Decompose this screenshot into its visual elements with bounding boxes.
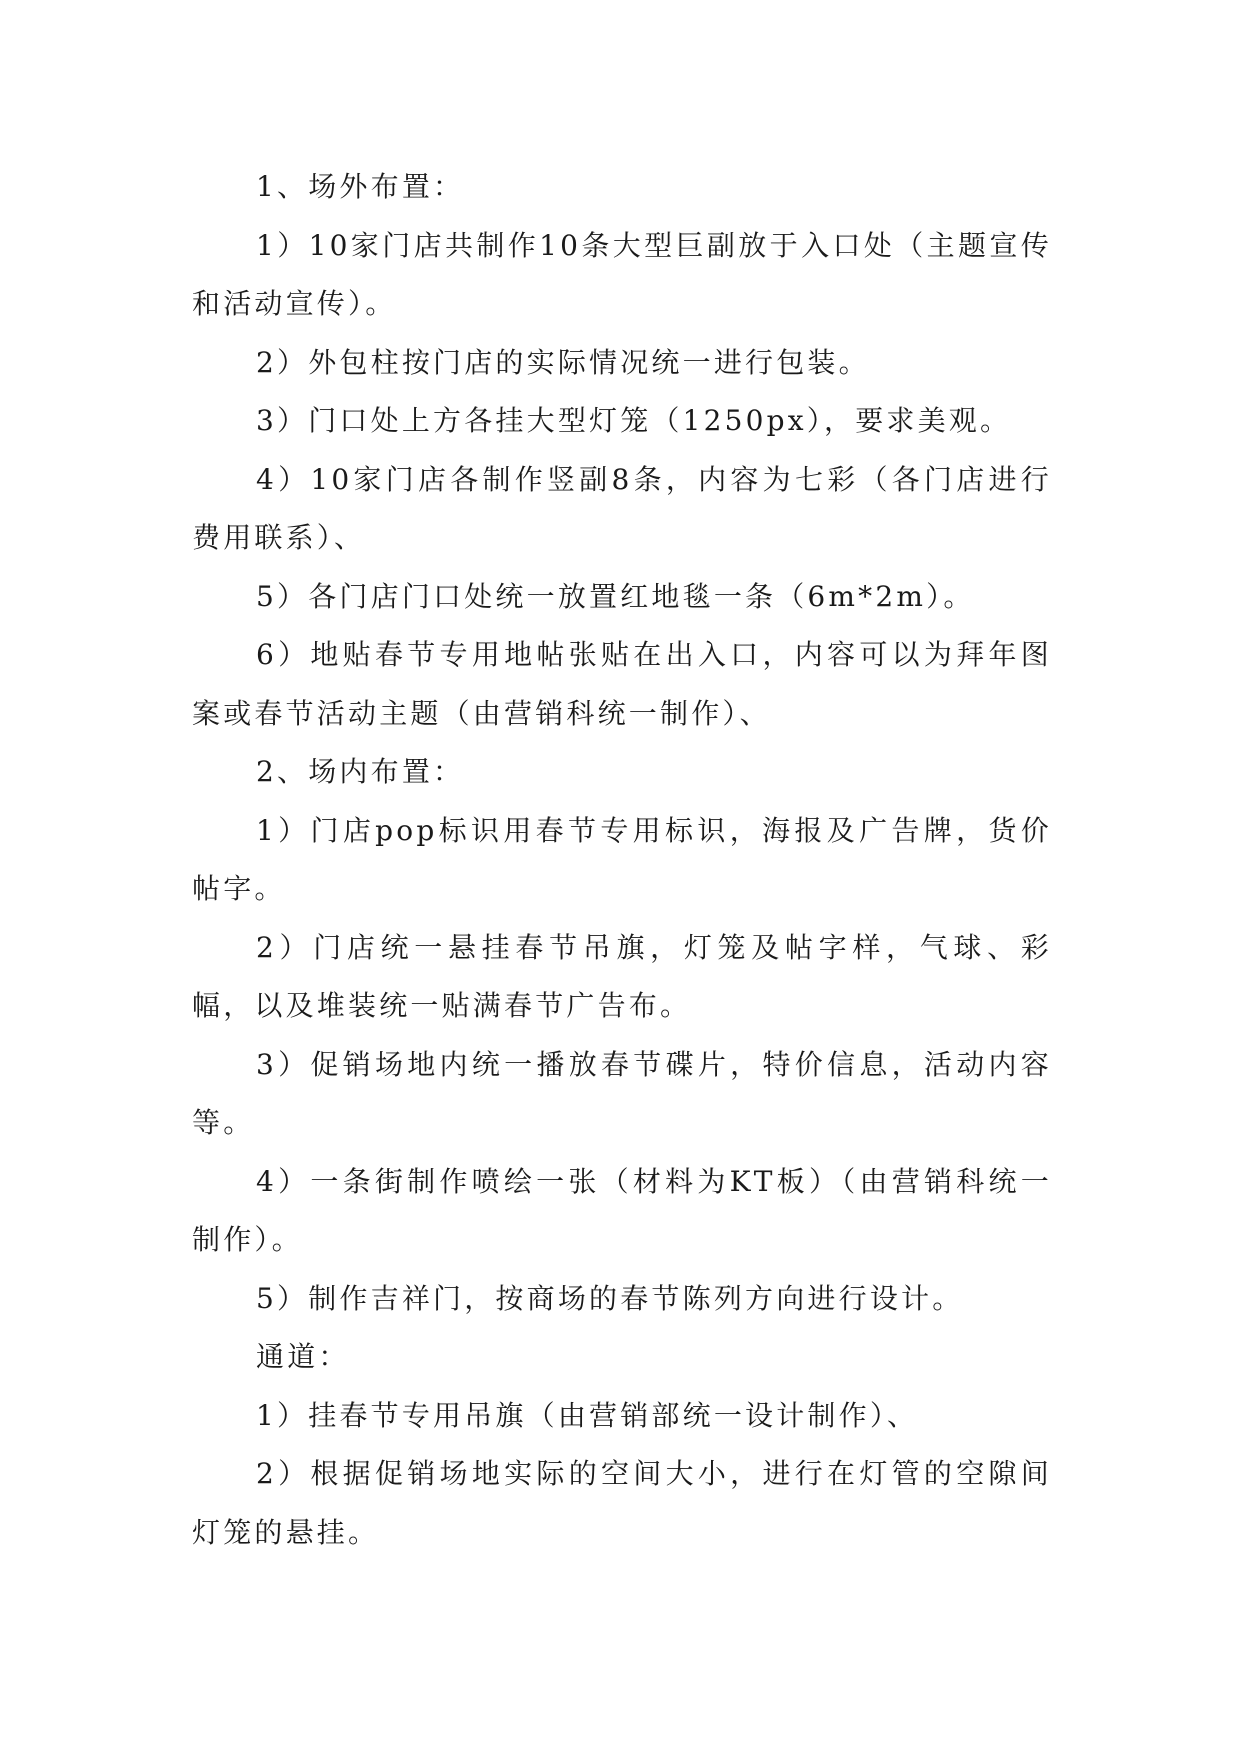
paragraph: 1、场外布置：: [256, 170, 465, 203]
paragraph: 2）根据促销场地实际的空间大小，进行在灯管的空隙间灯笼的悬挂。: [192, 1457, 1052, 1549]
paragraph: 2、场内布置：: [256, 755, 465, 788]
paragraph: 5）制作吉祥门，按商场的春节陈列方向进行设计。: [256, 1281, 964, 1315]
paragraph: 3）门口处上方各挂大型灯笼（1250px），要求美观。: [256, 404, 1012, 437]
document-body: [192, 158, 1052, 1562]
paragraph: 通道：: [256, 1340, 350, 1373]
paragraph: 5）各门店门口处统一放置红地毯一条（6m*2m）。: [256, 579, 975, 613]
paragraph: 2）门店统一悬挂春节吊旗，灯笼及帖字样，气球、彩幅，以及堆装统一贴满春节广告布。: [192, 930, 1052, 1022]
paragraph: 6）地贴春节专用地帖张贴在出入口，内容可以为拜年图案或春节活动主题（由营销科统一制作）、: [192, 638, 1052, 730]
paragraph: 4）10家门店各制作竖副8条，内容为七彩（各门店进行费用联系）、: [192, 462, 1052, 554]
paragraph: 4）一条街制作喷绘一张（材料为KT板）（由营销科统一制作）。: [192, 1164, 1052, 1256]
paragraph: 1）10家门店共制作10条大型巨副放于入口处（主题宣传和活动宣传）。: [192, 228, 1052, 320]
paragraph: 1）门店pop标识用春节专用标识，海报及广告牌，货价帖字。: [192, 813, 1052, 905]
paragraph: 2）外包柱按门店的实际情况统一进行包装。: [256, 345, 870, 379]
paragraph: 3）促销场地内统一播放春节碟片，特价信息，活动内容等。: [192, 1047, 1052, 1139]
paragraph: 1）挂春节专用吊旗（由营销部统一设计制作）、: [256, 1398, 919, 1432]
